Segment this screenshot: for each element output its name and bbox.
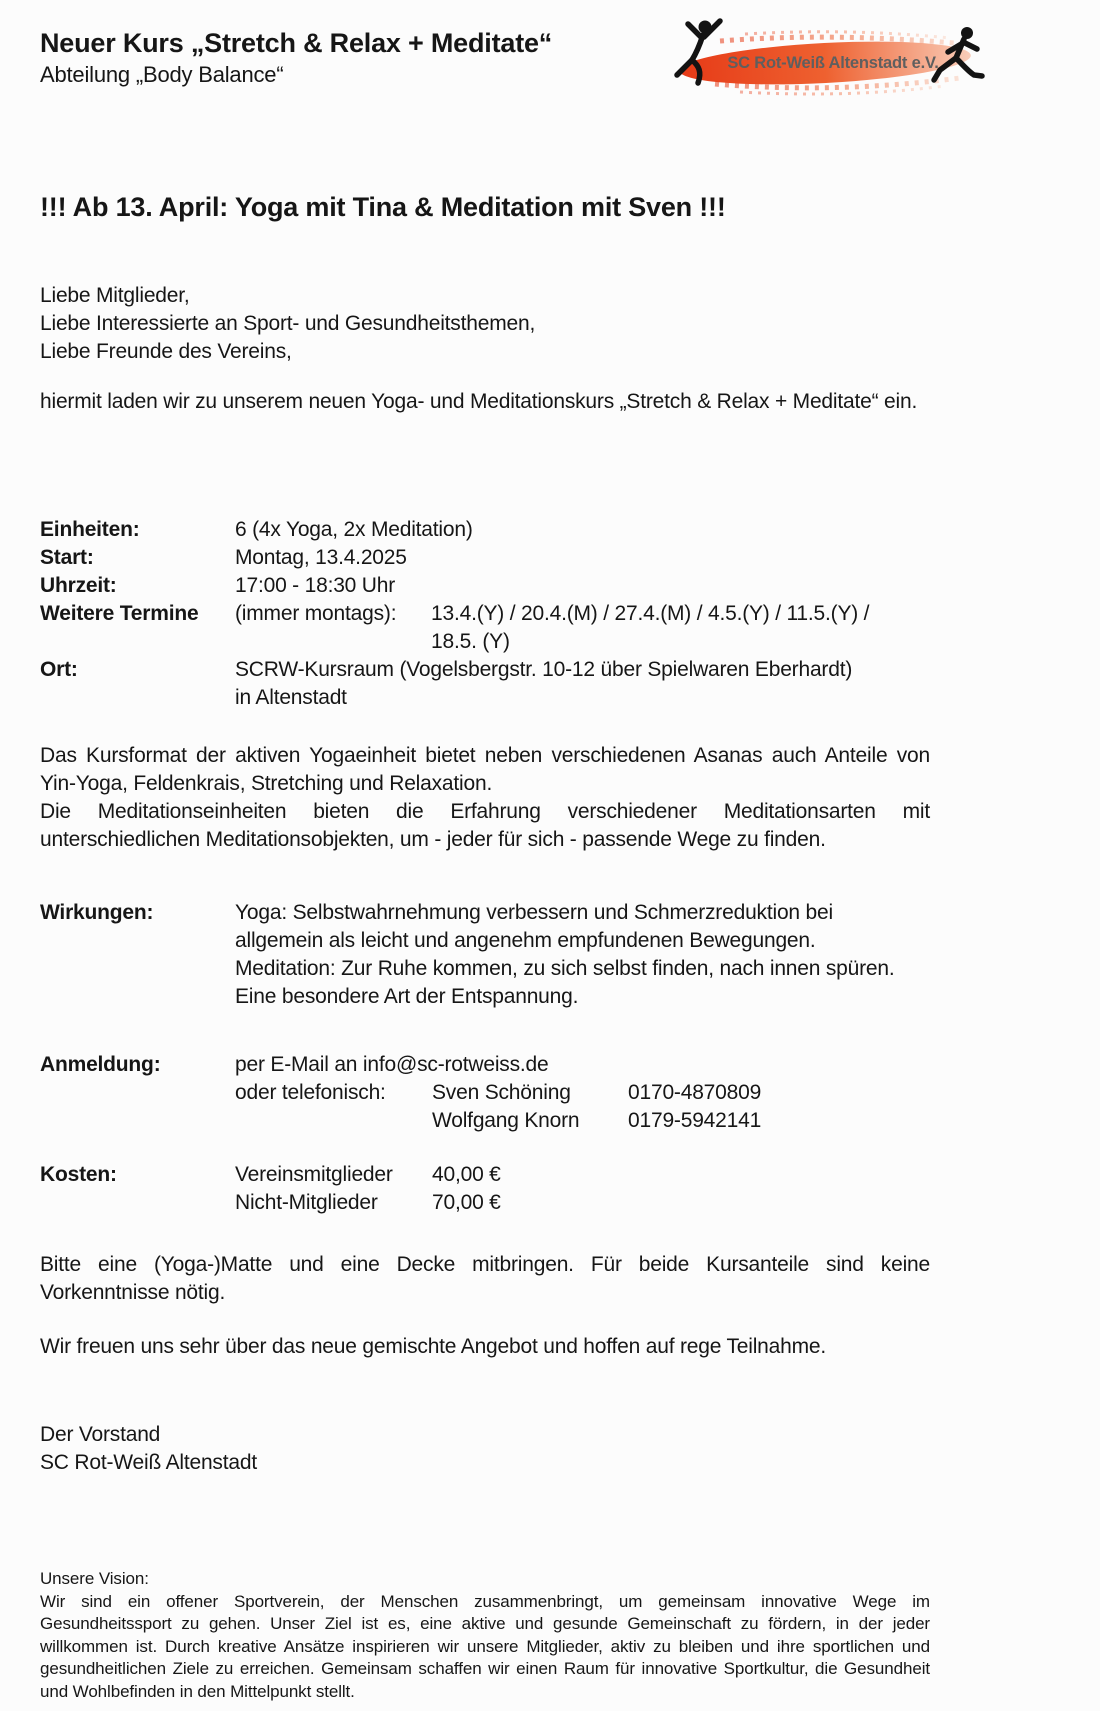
logo-club-name: SC Rot-Weiß Altenstadt e.V. xyxy=(727,54,939,72)
termine-dates xyxy=(431,600,930,656)
termine-value xyxy=(235,600,930,656)
page-title: Neuer Kurs „Stretch & Relax + Meditate“ xyxy=(40,28,553,58)
detail-row-termine xyxy=(40,600,930,656)
signature xyxy=(40,1421,930,1477)
section-label: Anmeldung: xyxy=(40,1053,161,1076)
anmeldung-contacts xyxy=(235,1079,930,1135)
signature-line: Der Vorstand xyxy=(40,1423,161,1446)
salutation-line: Liebe Mitglieder, xyxy=(40,284,190,307)
detail-label: Weitere Termine xyxy=(40,602,199,625)
termine-dates-line: 18.5. (Y) xyxy=(431,630,510,653)
description-paragraph: Die Meditationseinheiten bieten die Erfahrung verschiedener Meditationsarten mit unterschiedlichen Meditationsobjekten, um - jeder für sich - passende Wege zu finden. xyxy=(40,800,930,851)
logo-swoosh-dots xyxy=(740,86,945,94)
signature-line: SC Rot-Weiß Altenstadt xyxy=(40,1451,257,1474)
wirkungen-yoga: Yoga: Selbstwahrnehmung verbessern und Schmerzreduktion bei allgemein als leicht und angenehm empfundenen Bewegungen. xyxy=(235,901,833,952)
anmeldung-content xyxy=(235,1051,930,1135)
anmeldung-section xyxy=(40,1051,930,1135)
detail-row-start xyxy=(40,544,930,572)
ort-line: SCRW-Kursraum (Vogelsbergstr. 10-12 über Spielwaren Eberhardt) xyxy=(235,658,853,681)
vision-footer xyxy=(40,1568,930,1703)
salutation xyxy=(40,282,930,366)
detail-value: Montag, 13.4.2025 xyxy=(235,546,407,569)
termine-note: (immer montags): xyxy=(235,602,397,625)
closing-note: Wir freuen uns sehr über das neue gemischte Angebot und hoffen auf rege Teilnahme. xyxy=(40,1335,827,1358)
detail-row-ort xyxy=(40,656,930,712)
vision-text: Wir sind ein offener Sportverein, der Menschen zusammenbringt, um gemeinsam innovative Wege im Gesundheitssport zu gehen. Unser Ziel ist es, eine aktive und gesunde Gemeinschaft zu fördern, in der jeder willkommen ist. Durch kreative Ansätze inspirieren wir unsere Mitglieder, aktiv zu bleiben und ihre sportlichen und gesundheitlichen Ziele zu erreichen. Gemeinsam schaffen wir einen Raum für innovative Sportkultur, die Gesundheit und Wohlbefinden in den Mittelpunkt stellt. xyxy=(40,1591,930,1701)
detail-row-uhrzeit xyxy=(40,572,930,600)
bring-note: Bitte eine (Yoga-)Matte und eine Decke mitbringen. Für beide Kursanteile sind keine Vorkenntnisse nötig. xyxy=(40,1253,930,1304)
club-logo xyxy=(665,14,995,110)
contact-phone: 0170-4870809 xyxy=(628,1081,762,1104)
detail-label: Uhrzeit: xyxy=(40,574,117,597)
phone-intro: oder telefonisch: xyxy=(235,1081,386,1104)
price-group: Nicht-Mitglieder xyxy=(235,1191,378,1214)
section-label: Kosten: xyxy=(40,1163,117,1186)
kosten-table xyxy=(235,1161,930,1217)
detail-label: Einheiten: xyxy=(40,518,140,541)
salutation-line: Liebe Freunde des Vereins, xyxy=(40,340,292,363)
headline: !!! Ab 13. April: Yoga mit Tina & Meditation mit Sven !!! xyxy=(40,192,726,222)
salutation-line: Liebe Interessierte an Sport- und Gesundheitsthemen, xyxy=(40,312,536,335)
detail-label: Ort: xyxy=(40,658,78,681)
contact-name: Sven Schöning xyxy=(432,1081,571,1104)
detail-value: 6 (4x Yoga, 2x Meditation) xyxy=(235,518,473,541)
intro-paragraph: hiermit laden wir zu unserem neuen Yoga- und Meditationskurs „Stretch & Relax + Meditate“ ein. xyxy=(40,390,918,413)
kosten-section xyxy=(40,1161,930,1217)
termine-dates-line: 13.4.(Y) / 20.4.(M) / 27.4.(M) / 4.5.(Y) / 11.5.(Y) / xyxy=(431,602,870,625)
wirkungen-section xyxy=(40,899,930,1011)
contact-name: Wolfgang Knorn xyxy=(432,1109,580,1132)
detail-label: Start: xyxy=(40,546,94,569)
anmeldung-email: per E-Mail an info@sc-rotweiss.de xyxy=(235,1053,549,1076)
price-value: 40,00 € xyxy=(432,1163,501,1186)
ort-line: in Altenstadt xyxy=(235,686,347,709)
detail-value xyxy=(235,656,930,712)
wirkungen-text xyxy=(235,899,895,1011)
course-description xyxy=(40,742,930,854)
description-paragraph: Das Kursformat der aktiven Yogaeinheit bietet neben verschiedenen Asanas auch Anteile von Yin-Yoga, Feldenkrais, Stretching und Relaxation. xyxy=(40,744,930,795)
detail-value: 17:00 - 18:30 Uhr xyxy=(235,574,396,597)
course-details xyxy=(40,516,930,712)
spacer xyxy=(235,1107,432,1135)
detail-row-einheiten xyxy=(40,516,930,544)
section-label: Wirkungen: xyxy=(40,901,154,924)
vision-heading: Unsere Vision: xyxy=(40,1569,149,1588)
club-logo-graphic xyxy=(665,14,995,110)
price-value: 70,00 € xyxy=(432,1191,501,1214)
contact-phone: 0179-5942141 xyxy=(628,1109,762,1132)
page-subtitle: Abteilung „Body Balance“ xyxy=(40,62,284,87)
wirkungen-meditation: Meditation: Zur Ruhe kommen, zu sich selbst finden, nach innen spüren. Eine besondere Art der Entspannung. xyxy=(235,957,895,1008)
logo-swoosh-dots xyxy=(745,32,950,38)
price-group: Vereinsmitglieder xyxy=(235,1163,393,1186)
